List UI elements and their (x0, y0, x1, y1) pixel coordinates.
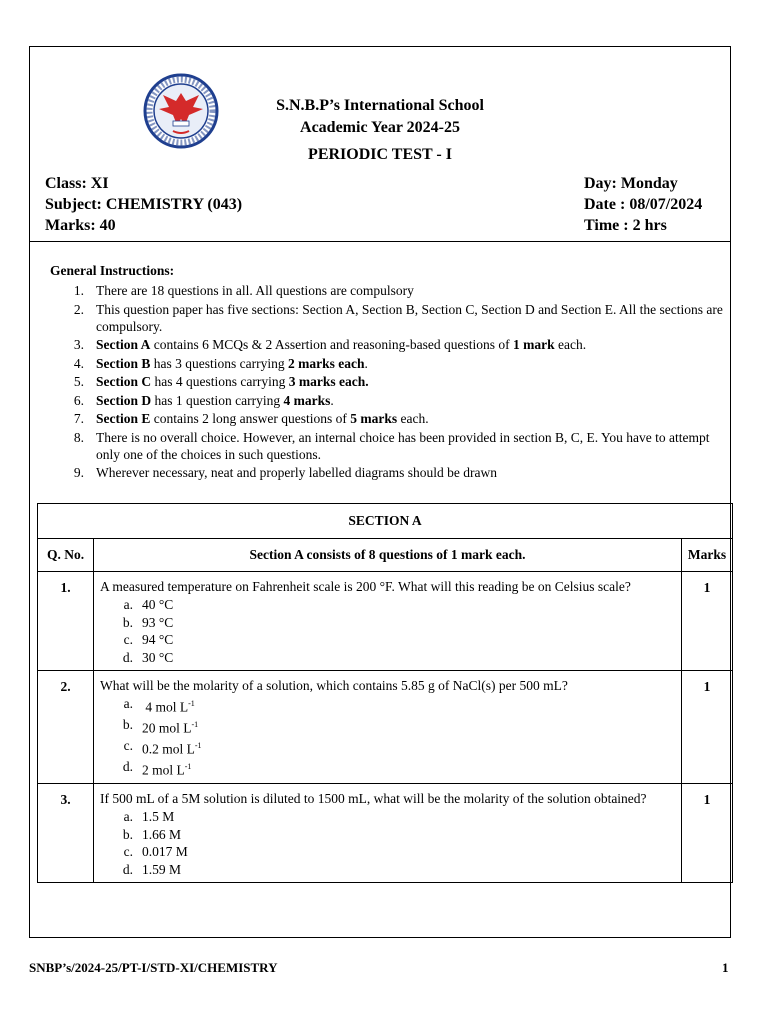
col-qno: Q. No. (38, 539, 94, 572)
option-value: 20 mol L (142, 720, 192, 736)
table-header-row (38, 539, 733, 572)
instruction-text (96, 301, 730, 335)
time-label: Time : 2 hrs (584, 217, 667, 234)
instruction-number: 3. (73, 337, 84, 352)
instruction-fragment: . (330, 392, 334, 408)
question-marks: 1 (682, 572, 733, 671)
instruction-fragment: . (364, 355, 368, 371)
meta-right (584, 173, 702, 236)
instruction-text (96, 282, 730, 299)
option-item (100, 843, 675, 861)
options-list (100, 695, 675, 779)
question-text: If 500 mL of a 5M solution is diluted to 1500 mL, what will be the molarity of the solution obtained? (100, 791, 647, 806)
instruction-item (50, 392, 730, 409)
instruction-text (96, 464, 730, 481)
option-letter: d. (122, 649, 133, 665)
option-item (100, 596, 675, 614)
subject-label: Subject: CHEMISTRY (043) (45, 196, 243, 213)
options-list (100, 808, 675, 878)
option-text (142, 596, 173, 614)
instruction-number: 8. (73, 429, 84, 445)
meta-left (45, 173, 242, 236)
paper-header (30, 47, 730, 242)
option-text (142, 695, 195, 716)
question-marks: 1 (682, 784, 733, 883)
date-label: Date : 08/07/2024 (584, 196, 703, 213)
option-superscript: -1 (184, 762, 192, 771)
option-letter: c. (123, 844, 133, 859)
option-item (100, 808, 675, 826)
option-text (142, 614, 173, 632)
instruction-item (50, 355, 730, 372)
option-item (100, 695, 675, 716)
option-letter: b. (122, 717, 133, 732)
option-item (100, 614, 675, 632)
option-letter: a. (123, 809, 133, 824)
test-name: PERIODIC TEST - I (308, 146, 452, 163)
question-text: A measured temperature on Fahrenheit scale is 200 °F. What will this reading be on Celsius scale? (100, 579, 631, 594)
instructions-title: General Instructions: (50, 263, 175, 278)
option-letter: a. (123, 696, 133, 711)
footer-code: SNBP’s/2024-25/PT-I/STD-XI/CHEMISTRY (29, 960, 278, 975)
instructions-list (50, 282, 730, 481)
question-marks: 1 (682, 671, 733, 784)
option-item (100, 737, 675, 758)
day-label: Day: Monday (584, 175, 678, 192)
instruction-emphasis: Section D (96, 392, 152, 408)
section-title-row (38, 504, 733, 539)
option-text (142, 631, 173, 649)
instruction-text (96, 373, 730, 390)
instruction-fragment: has 4 questions carrying (151, 374, 289, 389)
option-superscript: -1 (194, 741, 202, 750)
section-title: SECTION A (38, 504, 733, 539)
option-text (142, 826, 181, 844)
option-value: 0.2 mol L (142, 741, 195, 757)
question-row (38, 784, 733, 883)
instruction-emphasis: 5 marks (350, 411, 398, 426)
instruction-item (50, 373, 730, 390)
option-value: 1.5 M (142, 809, 175, 824)
options-list (100, 596, 675, 666)
instruction-fragment: Wherever necessary, neat and properly labelled diagrams should be drawn (96, 465, 497, 480)
question-row (38, 572, 733, 671)
instruction-number: 5. (73, 374, 84, 389)
instruction-fragment: has 3 questions carrying (150, 355, 288, 371)
instruction-fragment: contains 2 long answer questions of (150, 411, 351, 426)
question-number: 3. (38, 784, 94, 883)
option-value: 94 °C (142, 632, 174, 647)
instruction-item (50, 282, 730, 299)
option-value: 2 mol L (142, 762, 185, 778)
option-text (142, 716, 198, 737)
footer-page-number: 1 (722, 960, 729, 975)
instruction-emphasis: 2 marks each (288, 355, 365, 371)
instruction-text (96, 336, 730, 353)
instruction-number: 1. (73, 283, 84, 298)
instruction-fragment: There is no overall choice. However, an internal choice has been provided in section B, C, E. You have to attempt only one of the choices in such questions. (96, 429, 710, 462)
option-item (100, 631, 675, 649)
school-name: S.N.B.P’s International School (276, 97, 484, 114)
class-label: Class: XI (45, 175, 109, 192)
instruction-text (96, 355, 730, 372)
question-body (94, 671, 682, 784)
option-letter: b. (122, 614, 133, 630)
academic-year: Academic Year 2024-25 (300, 119, 460, 136)
instruction-item (50, 410, 730, 427)
option-text (142, 808, 174, 826)
instruction-fragment: This question paper has five sections: Section A, Section B, Section C, Section D and Section E. All the sections are compulsory. (96, 301, 723, 334)
instruction-number: 2. (73, 301, 84, 317)
question-body (94, 784, 682, 883)
instruction-item (50, 336, 730, 353)
instruction-number: 6. (73, 392, 84, 408)
instruction-emphasis: Section A (96, 337, 151, 352)
option-value: 40 °C (142, 597, 174, 612)
instruction-fragment: has 1 question carrying (151, 392, 284, 408)
option-value: 0.017 M (142, 844, 188, 859)
section-a-table (37, 503, 733, 883)
general-instructions (50, 263, 730, 483)
option-text (142, 861, 181, 879)
instruction-emphasis: 4 marks (283, 392, 331, 408)
option-value: 1.66 M (142, 826, 182, 842)
instruction-fragment: each. (397, 411, 429, 426)
instruction-item (50, 429, 730, 463)
question-number: 2. (38, 671, 94, 784)
marks-label: Marks: 40 (45, 217, 116, 234)
option-value: 4 mol L (142, 699, 189, 715)
col-marks: Marks (682, 539, 733, 572)
col-description: Section A consists of 8 questions of 1 mark each. (94, 539, 682, 572)
option-letter: a. (123, 597, 133, 612)
instruction-number: 9. (73, 465, 84, 480)
instruction-emphasis: 3 marks each. (288, 374, 369, 389)
paper-frame (29, 46, 731, 938)
option-item (100, 716, 675, 737)
instruction-number: 4. (73, 355, 84, 371)
question-text: What will be the molarity of a solution, which contains 5.85 g of NaCl(s) per 500 mL? (100, 678, 568, 693)
question-body (94, 572, 682, 671)
instruction-text (96, 410, 730, 427)
option-item (100, 758, 675, 779)
option-superscript: -1 (191, 720, 199, 729)
instruction-text (96, 429, 730, 463)
instruction-number: 7. (73, 411, 84, 426)
option-item (100, 861, 675, 879)
option-item (100, 826, 675, 844)
instruction-item (50, 301, 730, 335)
question-number: 1. (38, 572, 94, 671)
option-text (142, 843, 188, 861)
option-text (142, 649, 173, 667)
option-value: 30 °C (142, 649, 174, 665)
option-letter: b. (122, 826, 133, 842)
instruction-text (96, 392, 730, 409)
instruction-fragment: There are 18 questions in all. All questions are compulsory (96, 283, 414, 298)
option-superscript: -1 (188, 699, 195, 708)
option-letter: d. (122, 759, 133, 774)
instruction-emphasis: Section B (96, 355, 151, 371)
option-letter: d. (122, 861, 133, 877)
option-text (142, 758, 191, 779)
question-row (38, 671, 733, 784)
option-item (100, 649, 675, 667)
option-value: 1.59 M (142, 861, 182, 877)
option-letter: c. (123, 738, 133, 753)
instruction-fragment: each. (554, 337, 587, 352)
instruction-emphasis: 1 mark (512, 337, 555, 352)
instruction-emphasis: Section E (96, 411, 151, 426)
option-text (142, 737, 202, 758)
instruction-fragment: contains 6 MCQs & 2 Assertion and reasoning-based questions of (150, 337, 513, 352)
instruction-emphasis: Section C (96, 374, 152, 389)
instruction-item (50, 464, 730, 481)
option-value: 93 °C (142, 614, 174, 630)
option-letter: c. (123, 632, 133, 647)
